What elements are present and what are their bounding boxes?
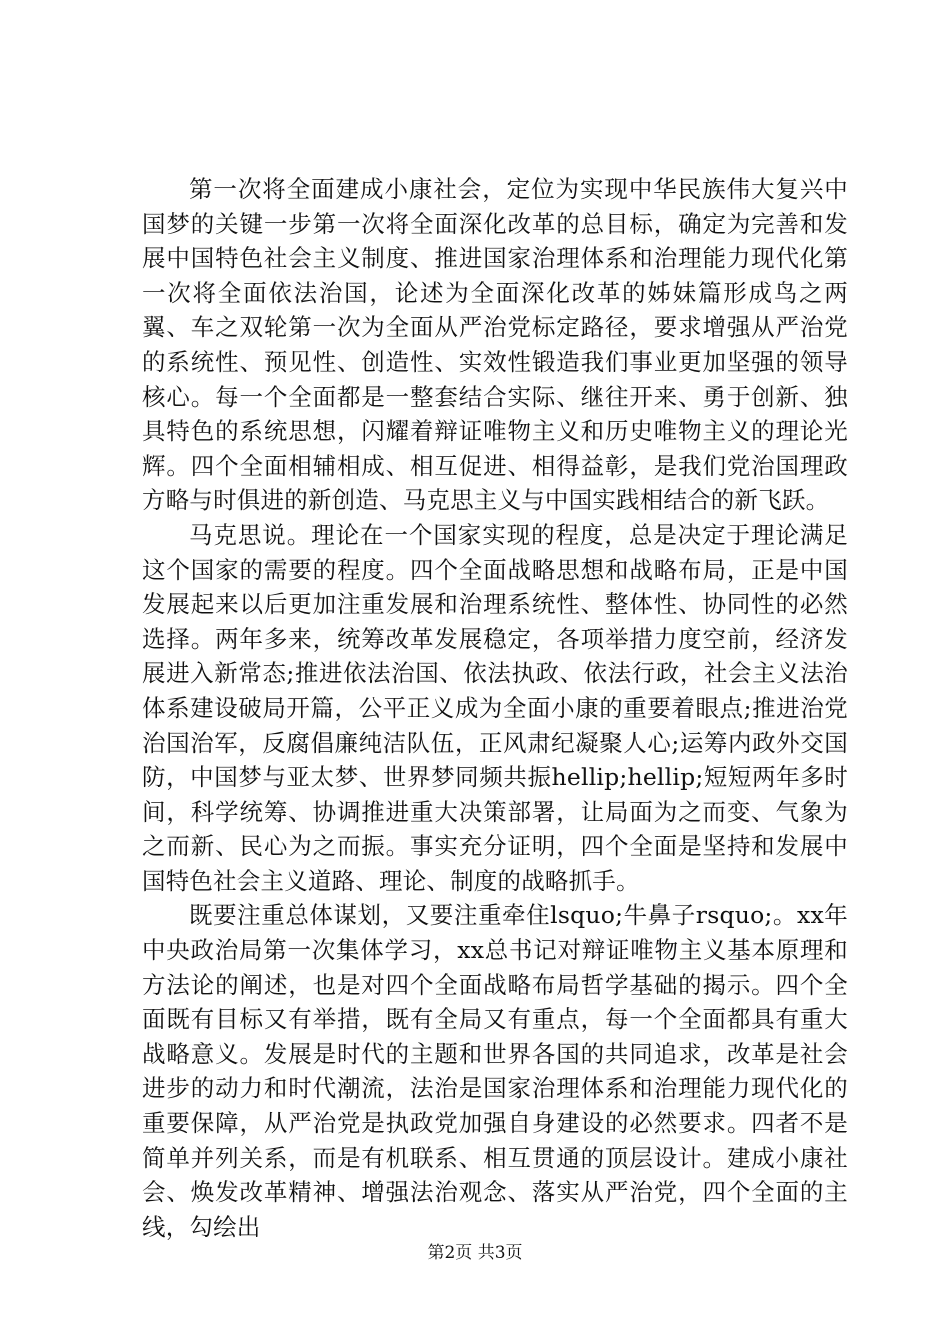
paragraph-2: 马克思说。理论在一个国家实现的程度，总是决定于理论满足这个国家的需要的程度。四个全面战略思想和战略布局，正是中国发展起来以后更加注重发展和治理系统性、整体性、协同性的必然选择。两年多来，统筹改革发展稳定，各项举措力度空前，经济发展进入新常态;推进依法治国、依法执政、依法行政，社会主义法治体系建设破局开篇，公平正义成为全面小康的重要着眼点;推进治党治国治军，反腐倡廉纯洁队伍，正风肃纪凝聚人心;运筹内政外交国防，中国梦与亚太梦、世界梦同频共振hellip;hellip;短短两年多时间，科学统筹、协调推进重大决策部署，让局面为之而变、气象为之而新、民心为之而振。事实充分证明，四个全面是坚持和发展中国特色社会主义道路、理论、制度的战略抓手。 [142,520,848,895]
paragraph-3: 既要注重总体谋划，又要注重牵住lsquo;牛鼻子rsquo;。xx年中央政治局第一次集体学习，xx总书记对辩证唯物主义基本原理和方法论的阐述，也是对四个全面战略布局哲学基础的揭示。四个全面既有目标又有举措，既有全局又有重点，每一个全面都具有重大战略意义。发展是时代的主题和世界各国的共同追求，改革是社会进步的动力和时代潮流，法治是国家治理体系和治理能力现代化的重要保障，从严治党是执政党加强自身建设的必然要求。四者不是简单并列关系，而是有机联系、相互贯通的顶层设计。建成小康社会、焕发改革精神、增强法治观念、落实从严治党，四个全面的主线，勾绘出 [142,901,848,1241]
document-body [142,172,848,1244]
page-footer: 第2页 共3页 [427,1243,523,1263]
paragraph-1: 第一次将全面建成小康社会，定位为实现中华民族伟大复兴中国梦的关键一步第一次将全面深化改革的总目标，确定为完善和发展中国特色社会主义制度、推进国家治理体系和治理能力现代化第一次将全面依法治国，论述为全面深化改革的姊妹篇形成鸟之两翼、车之双轮第一次为全面从严治党标定路径，要求增强从严治党的系统性、预见性、创造性、实效性锻造我们事业更加坚强的领导核心。每一个全面都是一整套结合实际、继往开来、勇于创新、独具特色的系统思想，闪耀着辩证唯物主义和历史唯物主义的理论光辉。四个全面相辅相成、相互促进、相得益彰，是我们党治国理政方略与时俱进的新创造、马克思主义与中国实践相结合的新飞跃。 [142,175,848,515]
